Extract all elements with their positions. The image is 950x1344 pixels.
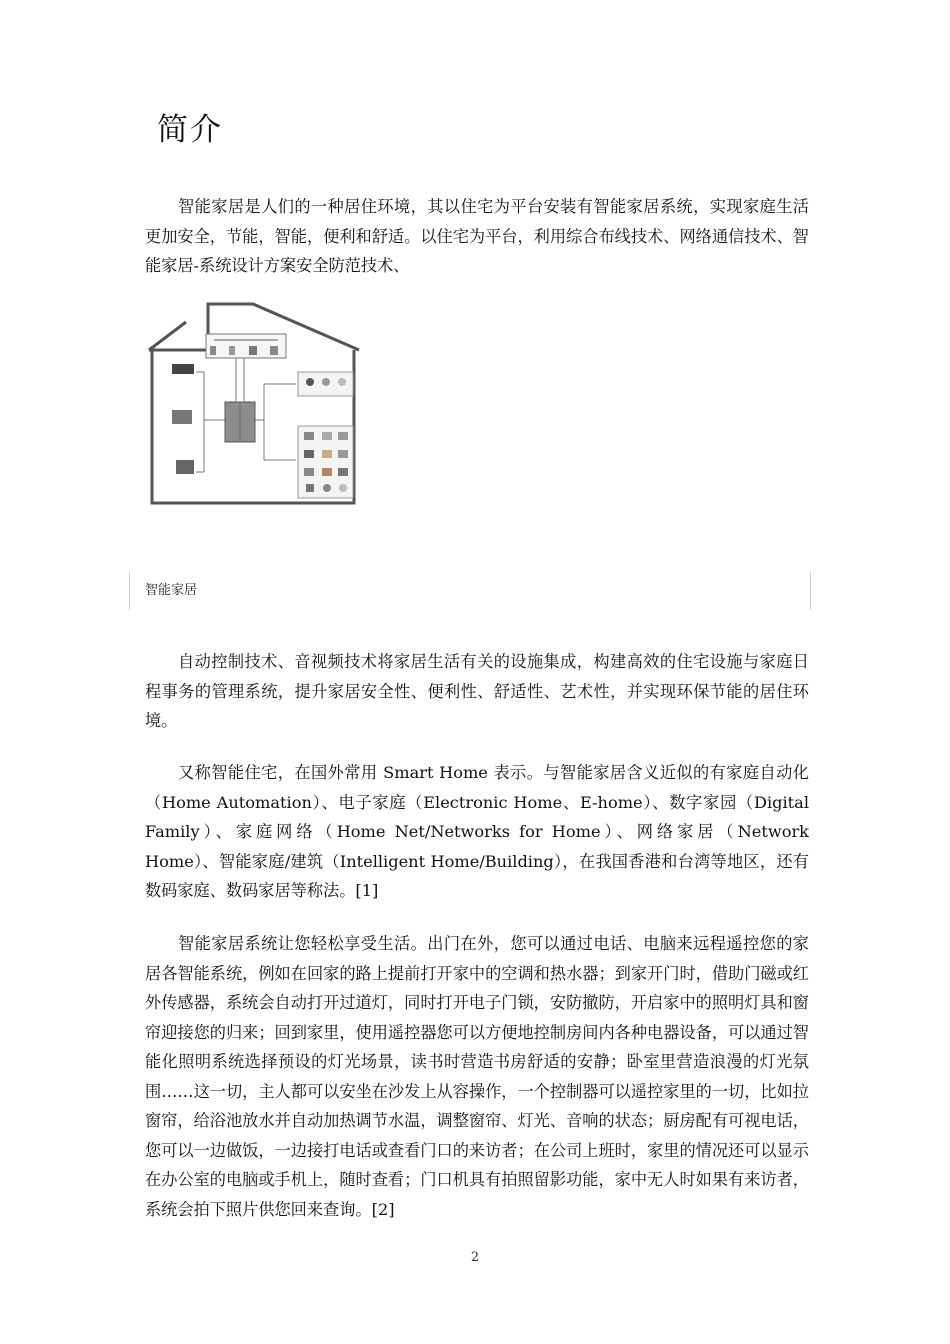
intro-paragraph-2: 自动控制技术、音视频技术将家居生活有关的设施集成，构建高效的住宅设施与家庭日程事务的管理系统，提升家居安全性、便利性、舒适性、艺术性，并实现环保节能的居住环境。 (145, 652, 809, 730)
figure-caption-box (129, 572, 811, 610)
page-number: 2 (470, 1250, 480, 1265)
figure-caption: 智能家居 (145, 583, 198, 598)
intro-paragraph-3: 又称智能住宅，在国外常用 Smart Home 表示。与智能家居含义近似的有家庭自动化（Home Automation）、电子家庭（Electronic Home、E-home）、数字家园（Digital Family）、家庭网络（Home Net/Networks for Home）、网络家居（Network Home）、智能家庭/建筑（Intelligent Home/Building），在我国香港和台湾等地区，还有数码家庭、数码家居等称法。[1] (145, 763, 809, 900)
house-diagram-icon (146, 302, 362, 506)
smart-home-figure (146, 302, 362, 506)
section-heading: 简介 (157, 112, 223, 148)
intro-paragraph-1: 智能家居是人们的一种居住环境，其以住宅为平台安装有智能家居系统，实现家庭生活更加安全，节能，智能，便利和舒适。以住宅为平台，利用综合布线技术、网络通信技术、智能家居-系统设计方案安全防范技术、 (145, 197, 809, 275)
intro-paragraph-4: 智能家居系统让您轻松享受生活。出门在外，您可以通过电话、电脑来远程遥控您的家居各智能系统，例如在回家的路上提前打开家中的空调和热水器；到家开门时，借助门磁或红外传感器，系统会自动打开过道灯，同时打开电子门锁，安防撤防，开启家中的照明灯具和窗帘迎接您的归来；回到家里，使用遥控器您可以方便地控制房间内各种电器设备，可以通过智能化照明系统选择预设的灯光场景，读书时营造书房舒适的安静；卧室里营造浪漫的灯光氛围……这一切，主人都可以安坐在沙发上从容操作，一个控制器可以遥控家里的一切，比如拉窗帘，给浴池放水并自动加热调节水温，调整窗帘、灯光、音响的状态；厨房配有可视电话，您可以一边做饭，一边接打电话或查看门口的来访者；在公司上班时，家里的情况还可以显示在办公室的电脑或手机上，随时查看；门口机具有拍照留影功能，家中无人时如果有来访者，系统会拍下照片供您回来查询。[2] (145, 934, 809, 1219)
